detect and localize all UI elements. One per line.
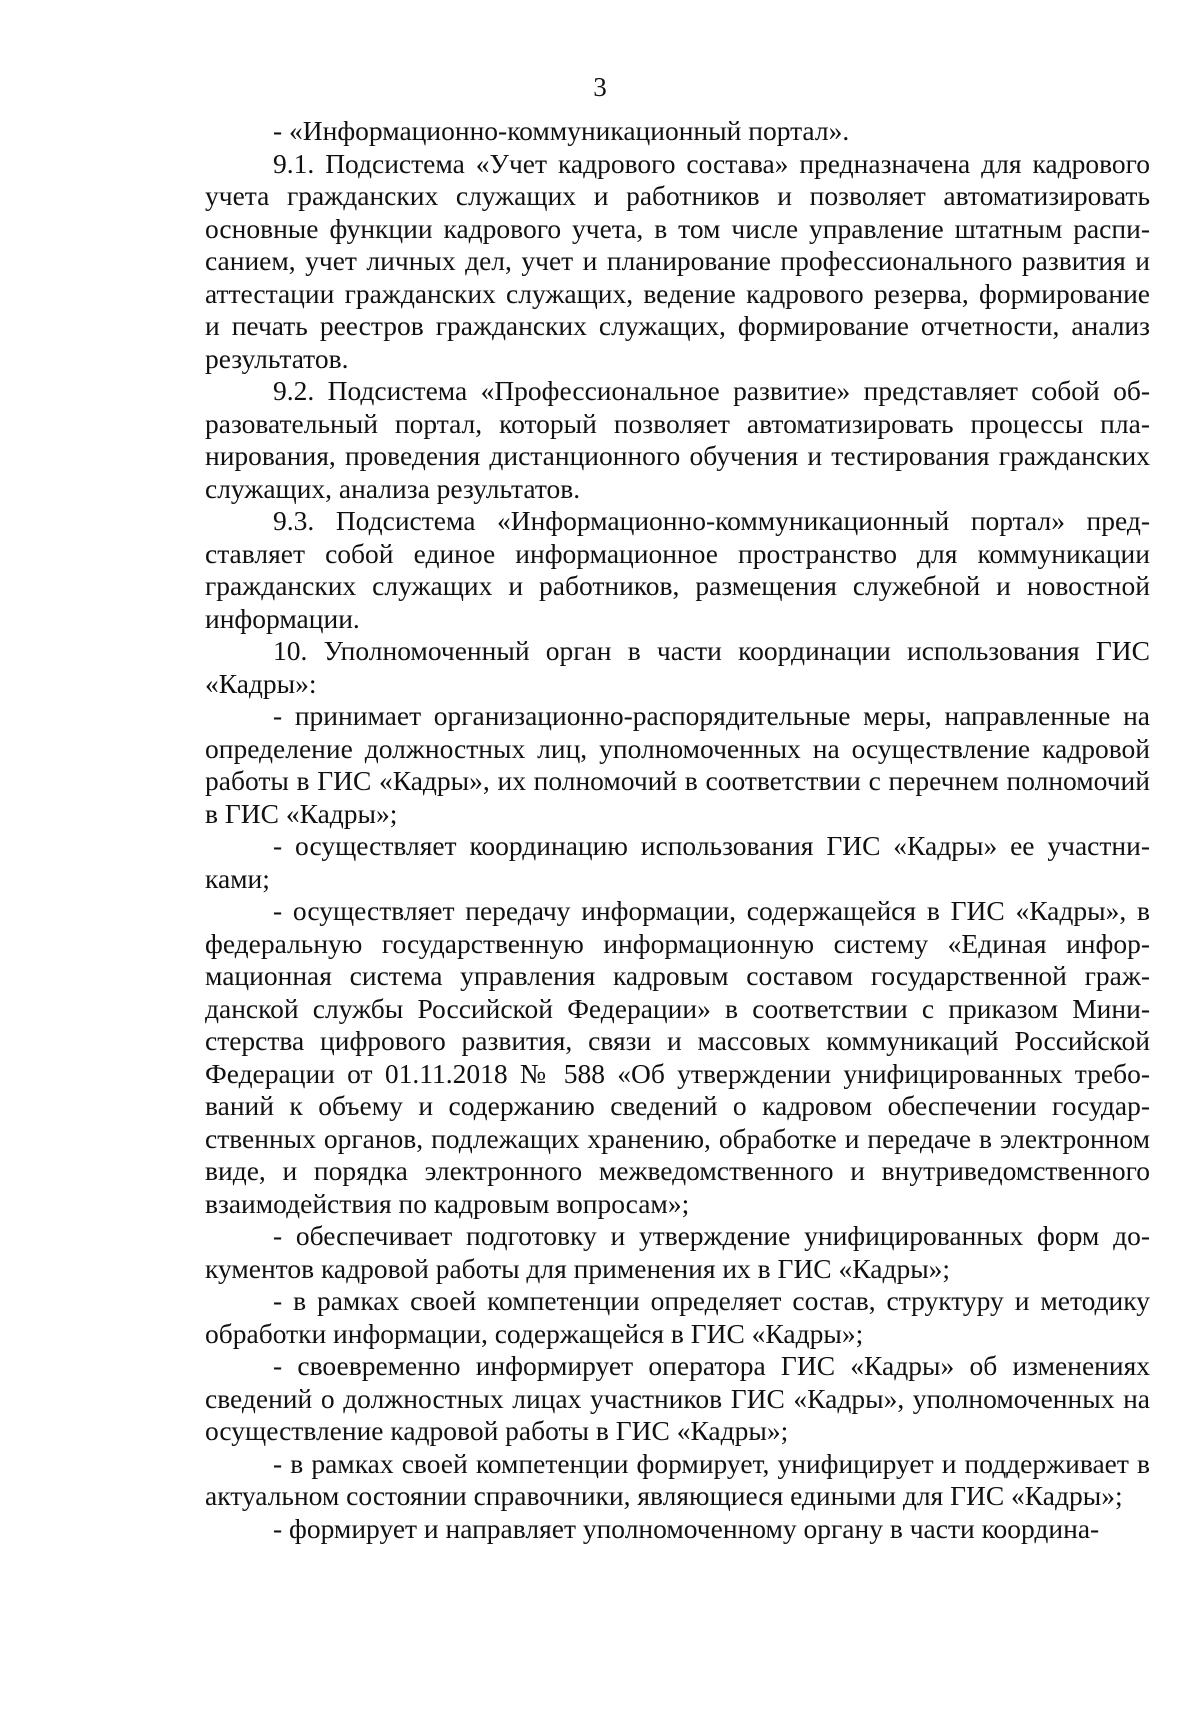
list-item-coordination: - осуществляет координацию использования ГИС «Кадры» ее участниками; (205, 830, 1150, 894)
paragraph-9-3: 9.3. Подсистема «Информационно-коммуникационный портал» представляет собой единое информационное пространство для коммуникации гражданских служащих и работников, размещения служебной и новостной информации. (205, 505, 1150, 634)
list-item-structure: - в рамках своей компетенции определяет состав, структуру и методику обработки информации, содержащейся в ГИС «Кадры»; (205, 1285, 1150, 1349)
paragraph-portal-item: - «Информационно-коммуникационный портал». (273, 115, 850, 146)
paragraph-10: 10. Уполномоченный орган в части координации использования ГИС «Кадры»: (205, 635, 1150, 699)
list-item-forms: - обеспечивает подготовку и утверждение унифицированных форм документов кадровой работы для применения их в ГИС «Кадры»; (205, 1220, 1150, 1284)
list-item-reference-books: - в рамках своей компетенции формирует, унифицирует и поддерживает в актуальном состоянии справочники, являющиеся едиными для ГИС «Кадры»; (205, 1447, 1150, 1511)
list-item-last: - формирует и направляет уполномоченному органу в части координа- (273, 1512, 1100, 1544)
list-item-transfer: - осуществляет передачу информации, содержащейся в ГИС «Кадры», в федеральную государственную информационную систему «Единая информационная система управления кадровым составом государственной гражданской службы Российской Федерации» в соответствии с приказом Министерства цифрового развития, связи и массовых коммуникаций Российской Федерации от 01.11.2018 № 588 «Об утверждении унифицированных требований к объему и содержанию сведений о кадровом обеспечении государственных органов, подлежащих хранению, обработке и передаче в электронном виде, и порядка электронного межведомственного и внутриведомственного взаимодействия по кадровым вопросам»; (205, 895, 1150, 1219)
paragraph-9-2: 9.2. Подсистема «Профессиональное развитие» представляет собой образовательный портал, который позволяет автоматизировать процессы планирования, проведения дистанционного обучения и тестирования гражданских служащих, анализа результатов. (205, 375, 1150, 504)
list-item-inform-operator: - своевременно информирует оператора ГИС «Кадры» об изменениях сведений о должностных лицах участников ГИС «Кадры», уполномоченных на осуществление кадровой работы в ГИС «Кадры»; (205, 1350, 1150, 1446)
paragraph-9-1: 9.1. Подсистема «Учет кадрового состава» предназначена для кадрового учета гражданских служащих и работников и позволяет автоматизировать основные функции кадрового учета, в том числе управление штатным расписанием, учет личных дел, учет и планирование профессионального развития и аттестации гражданских служащих, ведение кадрового резерва, формирование и печать реестров гражданских служащих, формирование отчетности, анализ результатов. (205, 147, 1150, 374)
page-number: 3 (593, 72, 607, 102)
list-item-measures: - принимает организационно-распорядительные меры, направленные на определение должностных лиц, уполномоченных на осуществление кадровой работы в ГИС «Кадры», их полномочий в соответствии с перечнем полномочий в ГИС «Кадры»; (205, 700, 1150, 829)
document-body (205, 115, 1150, 1545)
